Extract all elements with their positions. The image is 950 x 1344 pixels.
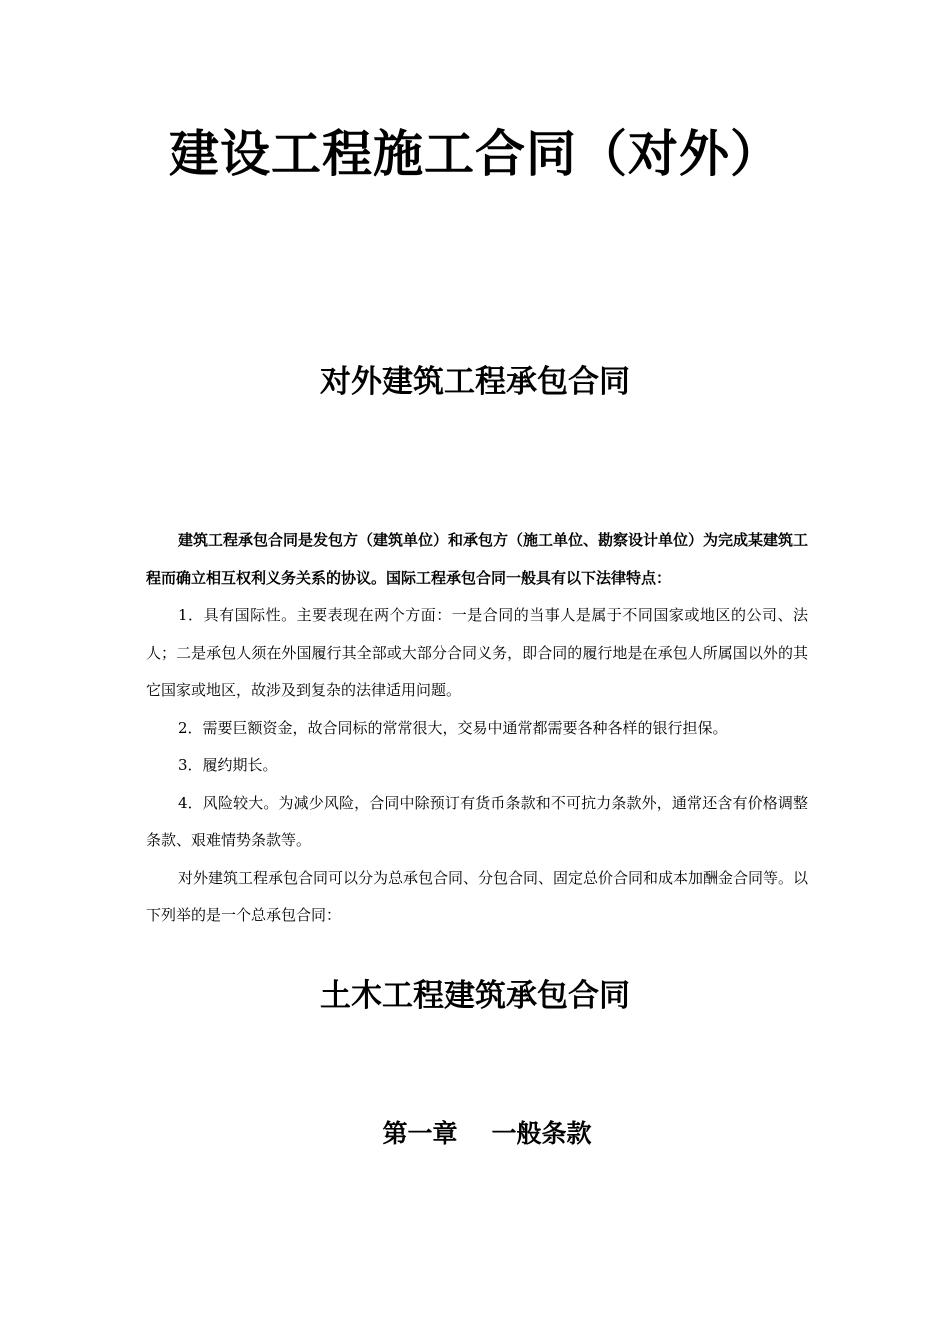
paragraph-item-3: 3．履约期长。: [178, 756, 278, 774]
chapter-heading: [12, 1114, 950, 1154]
paragraph-item-1: 1．具有国际性。主要表现在两个方面：一是合同的当事人是属于不同国家或地区的公司、法人；二是承包人须在外国履行其全部或大部分合同义务，即合同的履行地是在承包人所属国以外的其它国家或地区，故涉及到复杂的法律适用问题。: [146, 606, 808, 699]
section-heading-foreign-contract: 对外建筑工程承包合同: [320, 364, 630, 400]
paragraph-item-2: 2．需要巨额资金，故合同标的常常很大，交易中通常都需要各种各样的银行担保。: [178, 718, 728, 737]
section-heading-civil-contract: 土木工程建筑承包合同: [320, 978, 630, 1014]
document-title: 建设工程施工合同（对外）: [169, 124, 781, 183]
paragraph-contract-types: 对外建筑工程承包合同可以分为总承包合同、分包合同、固定总价合同和成本加酬金合同等。以下列举的是一个总承包合同：: [146, 868, 809, 924]
paragraph-item-4: 4．风险较大。为减少风险，合同中除预订有货币条款和不可抗力条款外，通常还含有价格调整条款、艰难情势条款等。: [146, 793, 808, 849]
paragraph-intro: 建筑工程承包合同是发包方（建筑单位）和承包方（施工单位、勘察设计单位）为完成某建筑工程而确立相互权利义务关系的协议。国际工程承包合同一般具有以下法律特点：: [146, 531, 809, 587]
chapter-title: 一般条款: [491, 1119, 592, 1148]
body-text: [146, 522, 808, 935]
chapter-number: 第一章: [382, 1119, 458, 1148]
